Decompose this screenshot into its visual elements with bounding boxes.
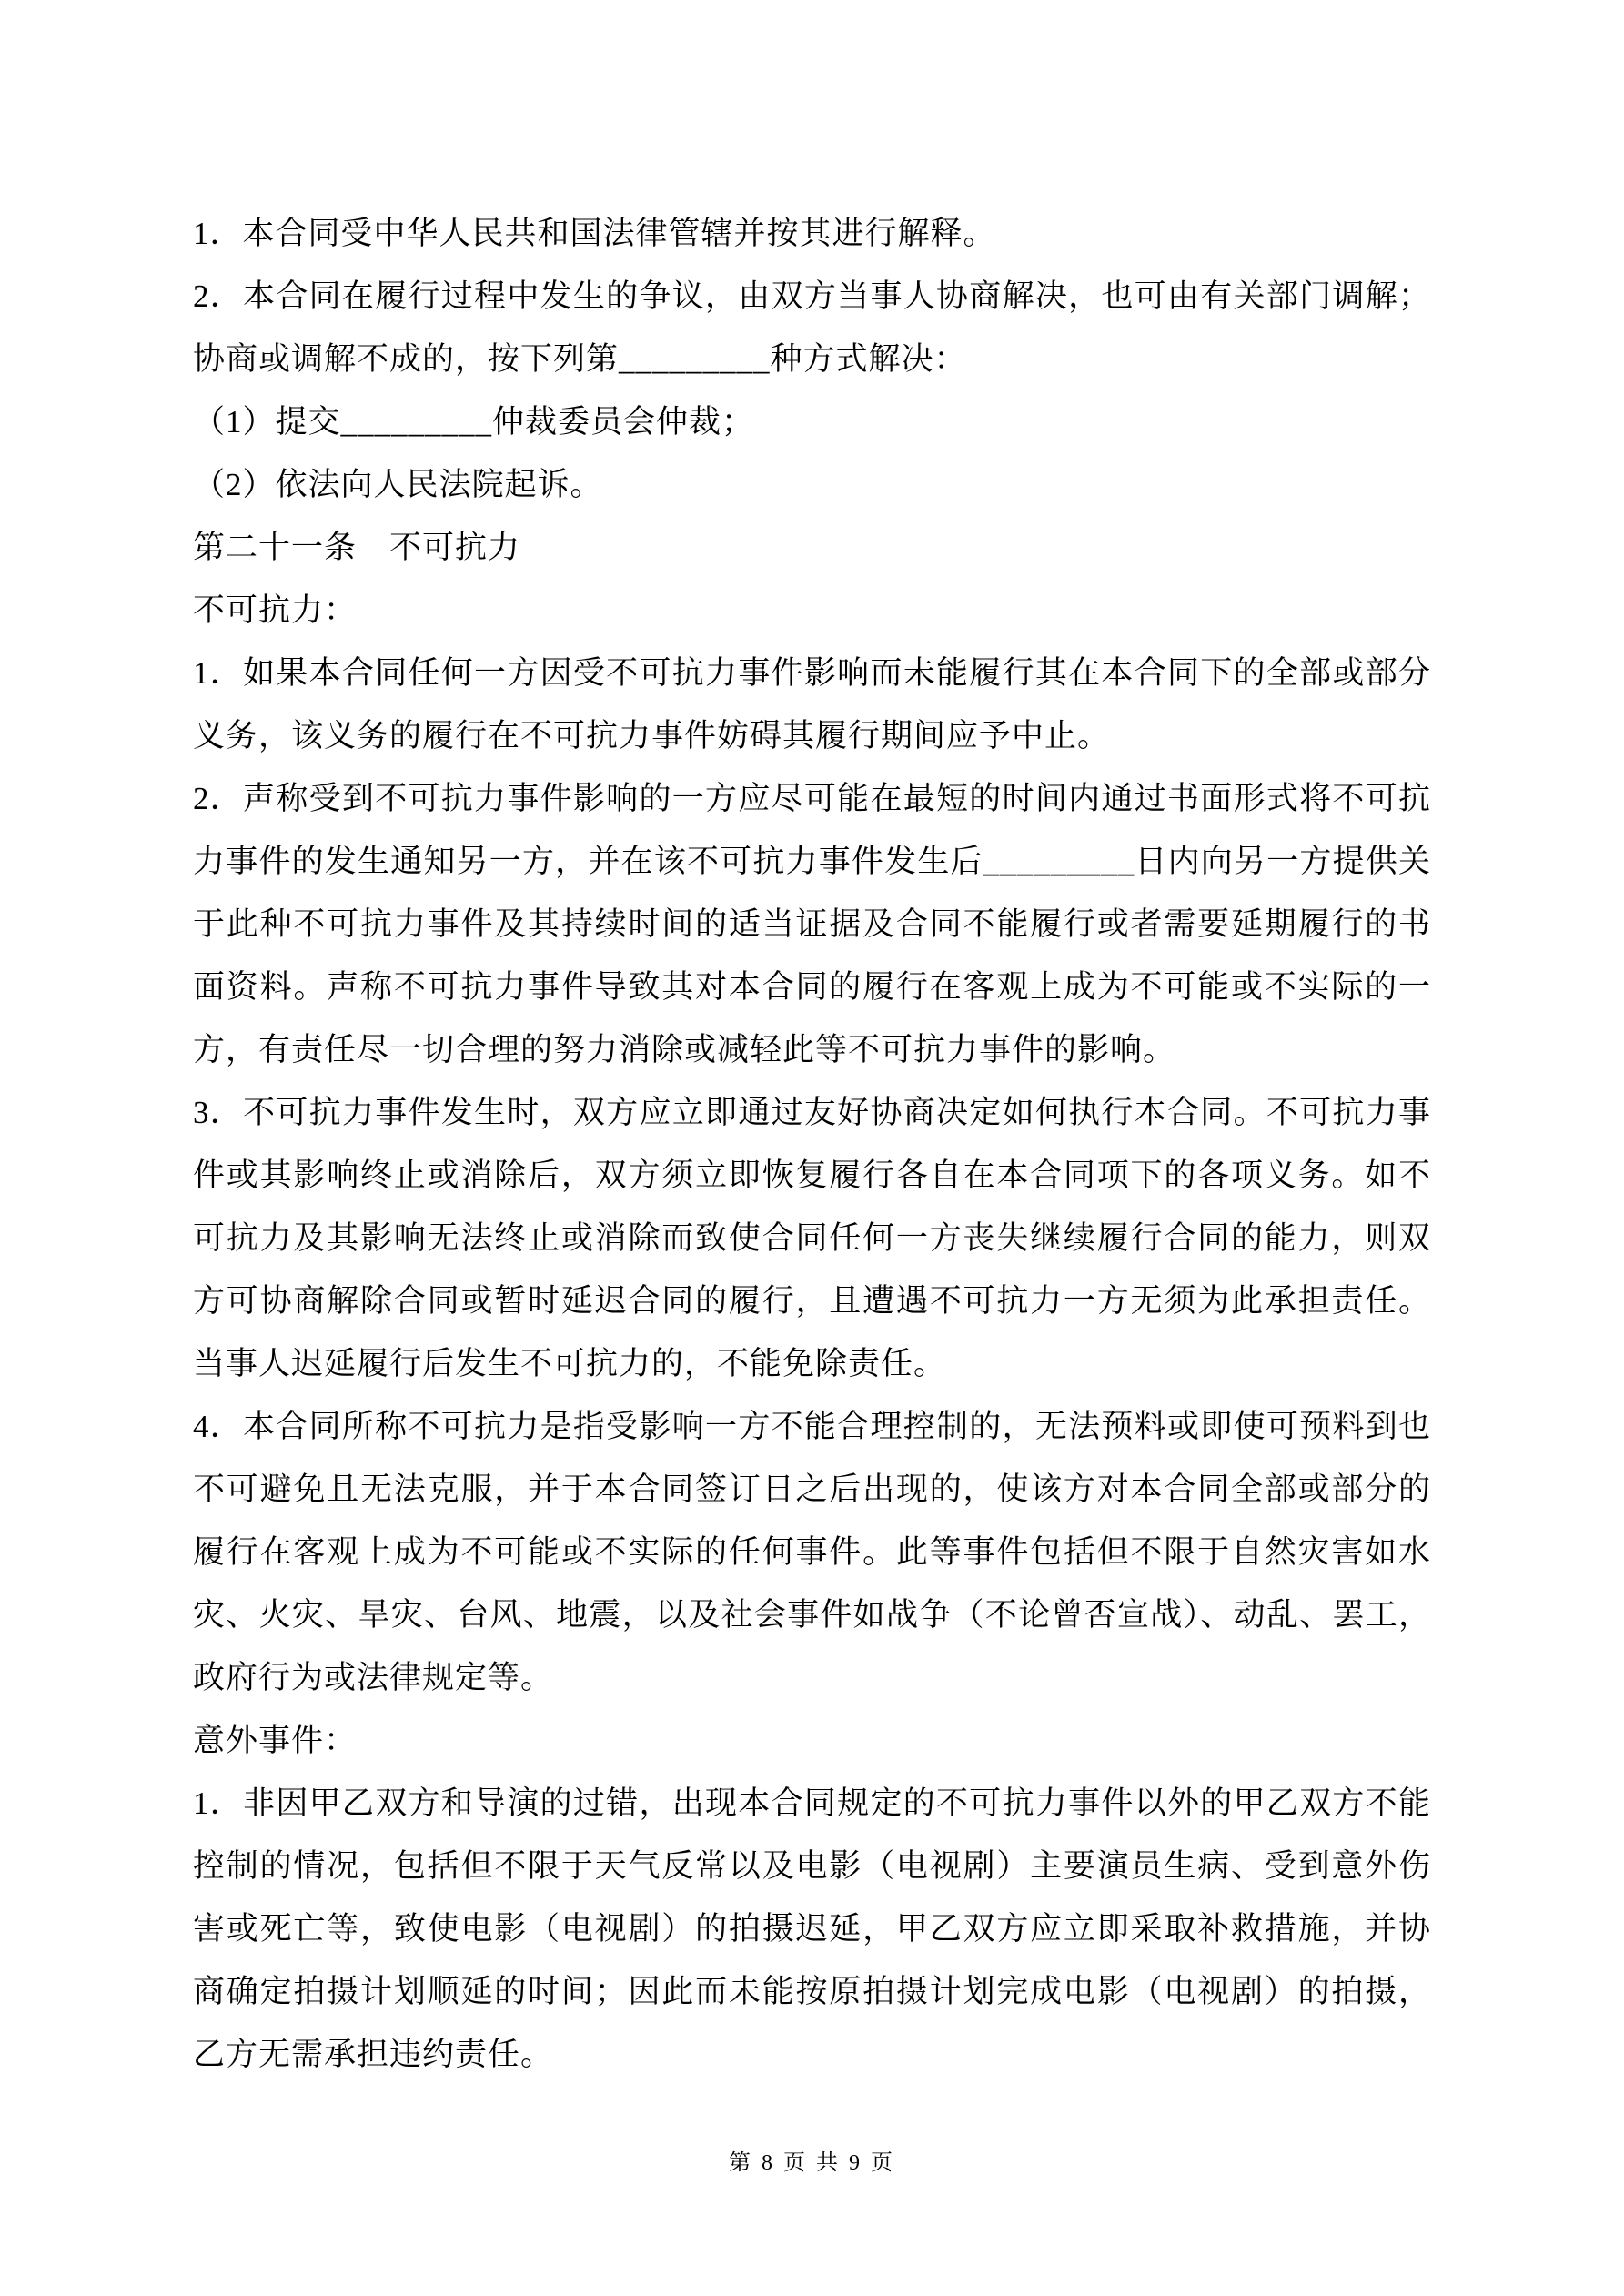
section-label: 意外事件：	[193, 1723, 358, 1758]
contract-paragraph: （2）依法向人民法院起诉。	[193, 467, 603, 502]
contract-paragraph: 2．本合同在履行过程中发生的争议，由双方当事人协商解决，也可由有关部门调解；协商或调解不成的，按下列第_________种方式解决：	[193, 278, 1431, 377]
contract-paragraph: 1．如果本合同任何一方因受不可抗力事件影响而未能履行其在本合同下的全部或部分义务，该义务的履行在不可抗力事件妨碍其履行期间应予中止。	[193, 655, 1431, 754]
contract-paragraph: 1．本合同受中华人民共和国法律管辖并按其进行解释。	[193, 216, 996, 251]
page-number-footer: 第 8 页 共 9 页	[729, 2151, 895, 2175]
contract-paragraph: 2．声称受到不可抗力事件影响的一方应尽可能在最短的时间内通过书面形式将不可抗力事件的发生通知另一方，并在该不可抗力事件发生后_________日内向另一方提供关于此种不可抗力事件及其持续时间的适当证据及合同不能履行或者需要延期履行的书面资料。声称不可抗力事件导致其对本合同的履行在客观上成为不可能或不实际的一方，有责任尽一切合理的努力消除或减轻此等不可抗力事件的影响。	[193, 781, 1431, 1067]
contract-paragraph: 4．本合同所称不可抗力是指受影响一方不能合理控制的，无法预料或即使可预料到也不可避免且无法克服，并于本合同签订日之后出现的，使该方对本合同全部或部分的履行在客观上成为不可能或不实际的任何事件。此等事件包括但不限于自然灾害如水灾、火灾、旱灾、台风、地震，以及社会事件如战争（不论曾否宣战）、动乱、罢工，政府行为或法律规定等。	[193, 1409, 1431, 1695]
contract-paragraph: 3．不可抗力事件发生时，双方应立即通过友好协商决定如何执行本合同。不可抗力事件或其影响终止或消除后，双方须立即恢复履行各自在本合同项下的各项义务。如不可抗力及其影响无法终止或消除而致使合同任何一方丧失继续履行合同的能力，则双方可协商解除合同或暂时延迟合同的履行，且遭遇不可抗力一方无须为此承担责任。当事人迟延履行后发生不可抗力的，不能免除责任。	[193, 1095, 1431, 1381]
contract-paragraph: （1）提交_________仲裁委员会仲裁；	[193, 404, 755, 440]
section-label: 不可抗力：	[193, 592, 358, 628]
contract-body	[193, 202, 1431, 2086]
contract-paragraph: 1．非因甲乙双方和导演的过错，出现本合同规定的不可抗力事件以外的甲乙双方不能控制的情况，包括但不限于天气反常以及电影（电视剧）主要演员生病、受到意外伤害或死亡等，致使电影（电视剧）的拍摄迟延，甲乙双方应立即采取补救措施，并协商确定拍摄计划顺延的时间；因此而未能按原拍摄计划完成电影（电视剧）的拍摄，乙方无需承担违约责任。	[193, 1785, 1431, 2072]
article-heading: 第二十一条 不可抗力	[193, 530, 521, 565]
